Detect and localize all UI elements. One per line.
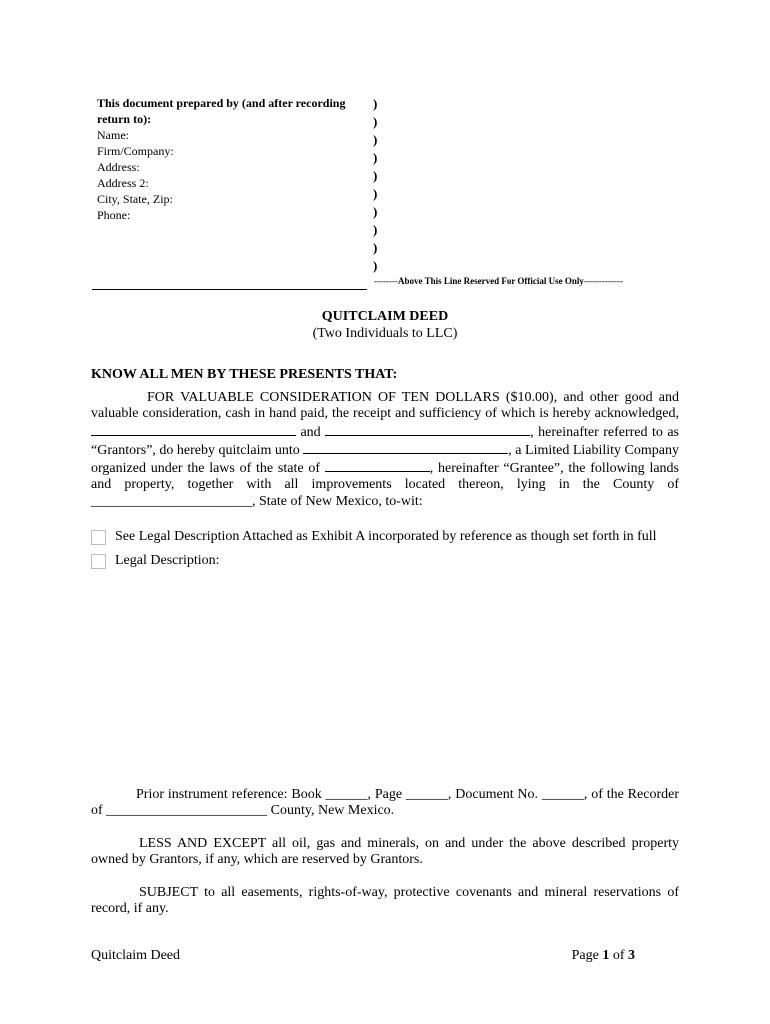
and-word: and (300, 424, 321, 440)
legal-description-label: Legal Description: (115, 553, 220, 568)
know-all-heading: KNOW ALL MEN BY THESE PRESENTS THAT: (91, 367, 398, 382)
preparer-rule (92, 289, 367, 290)
legal-description-checkbox[interactable] (91, 554, 106, 569)
prior-reference-text: Prior instrument reference: Book ______, Page ______, Document No. ______, of the Recorder of _______________________ County, New Mexico. (91, 787, 679, 819)
reserved-text: Above This Line Reserved For Official Use Only (397, 276, 584, 286)
exhibit-a-option[interactable] (91, 529, 657, 545)
page-of: of (612, 948, 625, 963)
exhibit-a-label: See Legal Description Attached as Exhibit A incorporated by reference as though set forth in full (115, 529, 657, 544)
official-use-line (374, 276, 623, 286)
less-except-text: LESS AND EXCEPT all oil, gas and minerals, on and under the above described property owned by Grantors, if any, which are reserved by Grantors. (91, 836, 679, 868)
address2-field-label: Address 2: (97, 176, 149, 190)
llc-text: , a Limited Liability Company organized under the laws of the state of (91, 442, 679, 477)
legal-description-option[interactable] (91, 553, 220, 569)
document-title: QUITCLAIM DEED (321, 309, 449, 324)
page-word: Page (571, 948, 599, 963)
prepared-by-title: This document prepared by (and after recording return to): (97, 96, 346, 126)
state-blank[interactable] (325, 459, 430, 472)
subject-to-paragraph (91, 885, 679, 918)
document-subtitle: (Two Individuals to LLC) (312, 326, 458, 341)
reserved-dashes-right: ------------- (583, 276, 623, 286)
name-field-label: Name: (97, 128, 129, 142)
consideration-paragraph (91, 390, 679, 510)
page-indicator (572, 948, 635, 964)
less-except-paragraph (91, 836, 679, 869)
lands-text: , hereinafter “Grantee”, the following lands and property, together with all improvements located thereon, lying in the County of _______________________, State of New Mexico, to-wit: (91, 461, 679, 509)
grantee-blank[interactable] (303, 441, 508, 454)
bracket-column: ) ) ) ) ) ) ) ) ) ) (373, 96, 378, 273)
address-field-label: Address: (97, 160, 140, 174)
page-current: 1 (602, 948, 610, 963)
prior-reference-paragraph (91, 787, 679, 820)
phone-field-label: Phone: (97, 208, 131, 222)
firm-field-label: Firm/Company: (97, 144, 174, 158)
city-state-zip-field-label: City, State, Zip: (97, 192, 173, 206)
subject-to-text: SUBJECT to all easements, rights-of-way, protective covenants and mineral reservations of record, if any. (91, 885, 679, 917)
consideration-text: FOR VALUABLE CONSIDERATION OF TEN DOLLARS ($10.00), and other good and valuable consideration, cash in hand paid, the receipt and sufficiency of which is hereby acknowledged, (91, 390, 679, 422)
exhibit-a-checkbox[interactable] (91, 530, 106, 545)
preparer-block (97, 95, 367, 223)
grantor1-blank[interactable] (91, 423, 296, 436)
grantor2-blank[interactable] (325, 423, 530, 436)
footer-title: Quitclaim Deed (91, 948, 181, 963)
page-total: 3 (628, 948, 635, 963)
reserved-dashes-left: -------- (374, 276, 398, 286)
grantors-text: , hereinafter referred to as “Grantors”, do hereby quitclaim unto (91, 424, 679, 458)
